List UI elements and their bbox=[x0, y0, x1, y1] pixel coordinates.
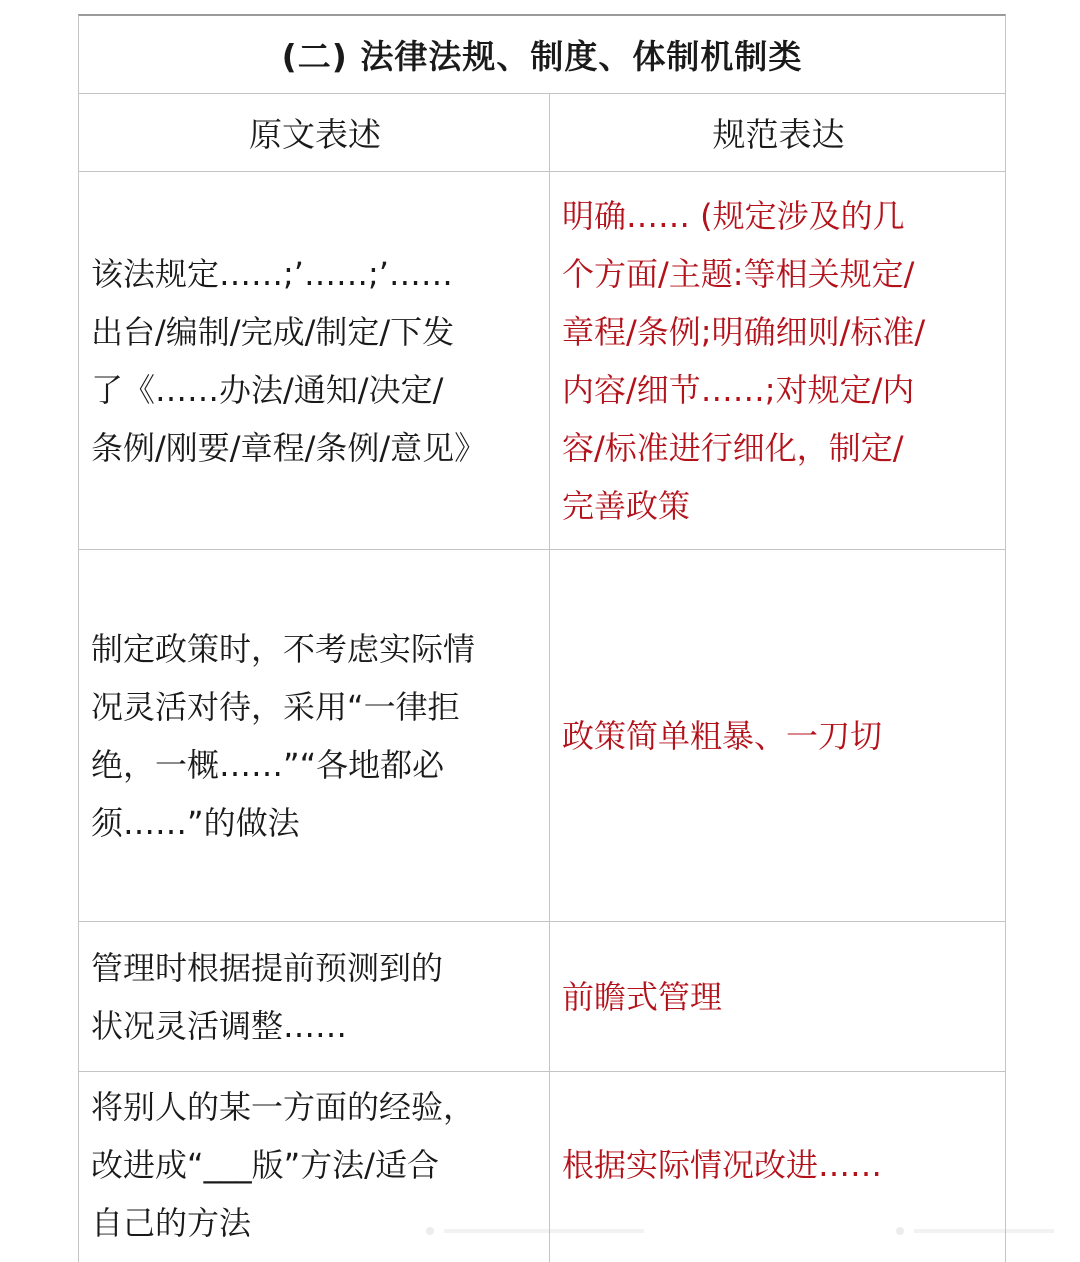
original-cell bbox=[79, 922, 550, 1071]
original-text: 管理时根据提前预测到的 状况灵活调整…… bbox=[91, 948, 444, 1045]
standard-text: 根据实际情况改进…… bbox=[562, 1146, 883, 1184]
standard-cell bbox=[550, 550, 1005, 921]
standard-text: 明确…… (规定涉及的几 个方面/主题:等相关规定/ 章程/条例;明确细则/标准/ 内容/细节……;对规定/内 容/标准进行细化，制定/ 完善政策 bbox=[562, 196, 926, 525]
comparison-table bbox=[78, 14, 1006, 1262]
original-cell bbox=[79, 172, 550, 549]
standard-text: 政策简单粗暴、一刀切 bbox=[562, 716, 883, 755]
original-cell bbox=[79, 550, 550, 921]
header-original: 原文表述 bbox=[79, 94, 550, 171]
table-header-row bbox=[79, 94, 1005, 172]
standard-cell bbox=[550, 172, 1005, 549]
table-title: (二) 法律法规、制度、体制机制类 bbox=[79, 16, 1005, 94]
original-text: 制定政策时，不考虑实际情 况灵活对待，采用“一律拒 绝，一概……”“各地都必 须……”的做法 bbox=[91, 629, 476, 842]
table-row bbox=[79, 922, 1005, 1072]
standard-text: 前瞻式管理 bbox=[562, 977, 723, 1016]
standard-cell bbox=[550, 922, 1005, 1071]
original-text: 将别人的某一方面的经验， 改进成“___版”方法/适合 自己的方法 bbox=[91, 1088, 476, 1242]
table-row bbox=[79, 550, 1005, 922]
original-text: 该法规定……;’……;’…… 出台/编制/完成/制定/下发 了《……办法/通知/决定/ 条例/刚要/章程/条例/意见》 bbox=[91, 254, 487, 467]
header-standard: 规范表达 bbox=[712, 115, 845, 154]
watermark-graphic bbox=[420, 1226, 1060, 1236]
table-row bbox=[79, 172, 1005, 550]
